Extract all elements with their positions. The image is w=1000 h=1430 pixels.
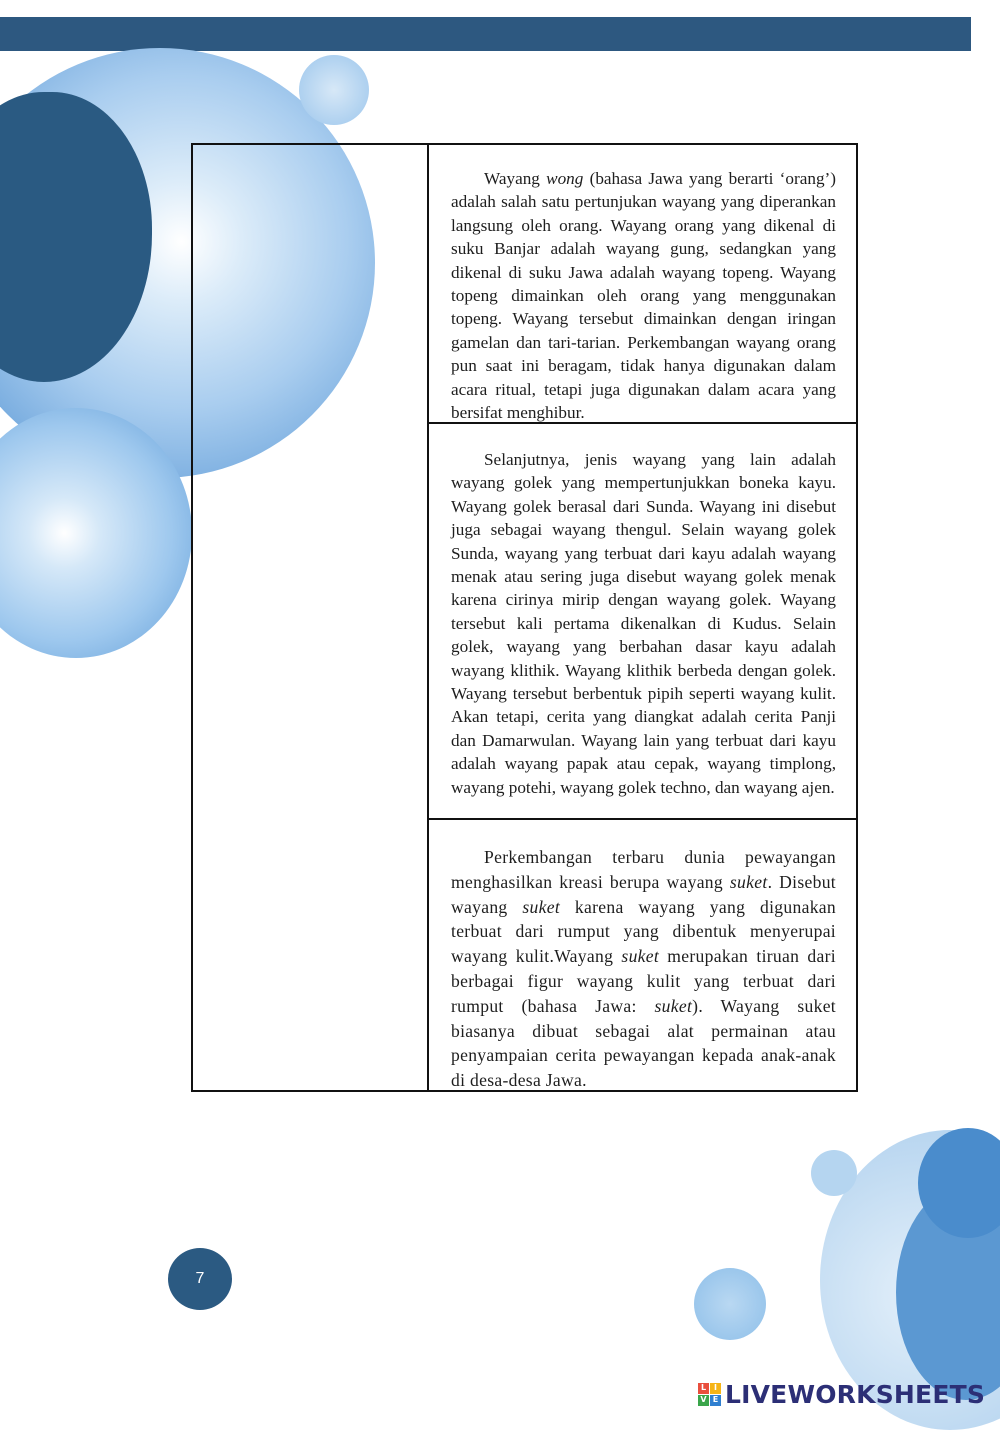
table-cell-2: [429, 424, 856, 820]
page-number-badge: [168, 1248, 232, 1310]
table-cell-1: [429, 145, 856, 424]
brand-name: LIVEWORKSHEETS: [725, 1379, 986, 1409]
paragraph-segment: (bahasa Jawa yang berarti ‘orang’) adalah salah satu pertunjukan wayang yang diperankan langsung oleh orang. Wayang orang yang dikenal di suku Banjar adalah wayang gung, sedangkan yang dikenal di suku Jawa adalah wayang topeng. Wayang topeng dimainkan oleh orang yang menggunakan topeng. Wayang tersebut dimainkan dengan iringan gamelan dan tari-tarian. Perkembangan wayang orang pun saat ini beragam, tidak hanya digunakan dalam acara ritual, tetapi juga digunakan dalam acara yang bersifat menghibur.: [451, 169, 836, 423]
liveworksheets-brand: [698, 1378, 985, 1410]
paragraph-segment: suket: [621, 946, 660, 967]
logo-letter: V: [698, 1395, 709, 1406]
paragraph-segment: . Disebut wayang: [451, 871, 836, 917]
liveworksheets-logo-icon: [698, 1383, 721, 1406]
paragraph-segment: ). Wayang suket biasanya dibuat sebagai alat permainan atau penyampaian cerita pewayangan kepada anak-anak di desa-desa Jawa.: [451, 995, 836, 1091]
decorative-circle-small: [299, 55, 369, 125]
decorative-circle-bottom-small: [811, 1150, 857, 1196]
table-cell-3: [429, 820, 856, 1090]
paragraph-wayang-suket: [451, 845, 836, 1093]
paragraph-segment: suket: [729, 871, 768, 892]
logo-letter: L: [698, 1383, 709, 1394]
logo-letter: E: [710, 1395, 721, 1406]
image-column: [193, 145, 429, 1090]
content-table: [191, 143, 858, 1092]
decorative-circle-bottom-mid: [694, 1268, 766, 1340]
page-number: 7: [195, 1270, 205, 1287]
paragraph-segment: Wayang: [484, 169, 547, 188]
header-bar: [0, 17, 971, 51]
paragraph-segment: wong: [546, 169, 584, 188]
paragraph-segment: Selanjutnya, jenis wayang yang lain adalah wayang golek yang mempertunjukkan boneka kayu. Wayang golek berasal dari Sunda. Wayang ini disebut juga sebagai wayang thengul. Selain wayang golek Sunda, wayang yang terbuat dari kayu adalah wayang menak atau sering juga disebut wayang golek menak karena cirinya mirip dengan wayang golek. Wayang tersebut kali pertama dikenalkan di Kudus. Selain golek, wayang yang berbahan dasar kayu adalah wayang klithik. Wayang klithik berbeda dengan golek. Wayang tersebut berbentuk pipih seperti wayang kulit. Akan tetapi, cerita yang diangkat adalah cerita Panji dan Damarwulan. Wayang lain yang terbuat dari kayu adalah wayang papak atau cepak, wayang timplong, wayang potehi, wayang golek techno, dan wayang ajen.: [451, 450, 836, 797]
paragraph-segment: karena wayang yang digunakan terbuat dari rumput yang dibentuk menyerupai wayang kulit.Wayang: [451, 896, 837, 967]
paragraph-segment: Perkembangan terbaru dunia pewayangan menghasilkan kreasi berupa wayang: [451, 847, 836, 892]
paragraph-wayang-wong: [451, 167, 836, 424]
paragraph-segment: suket: [522, 896, 561, 917]
paragraph-segment: merupakan tiruan dari berbagai figur wayang kulit yang terbuat dari rumput (bahasa Jawa:: [451, 946, 836, 1016]
paragraph-wayang-golek: [451, 448, 836, 799]
logo-letter: I: [710, 1383, 721, 1394]
paragraph-segment: suket: [654, 995, 693, 1016]
